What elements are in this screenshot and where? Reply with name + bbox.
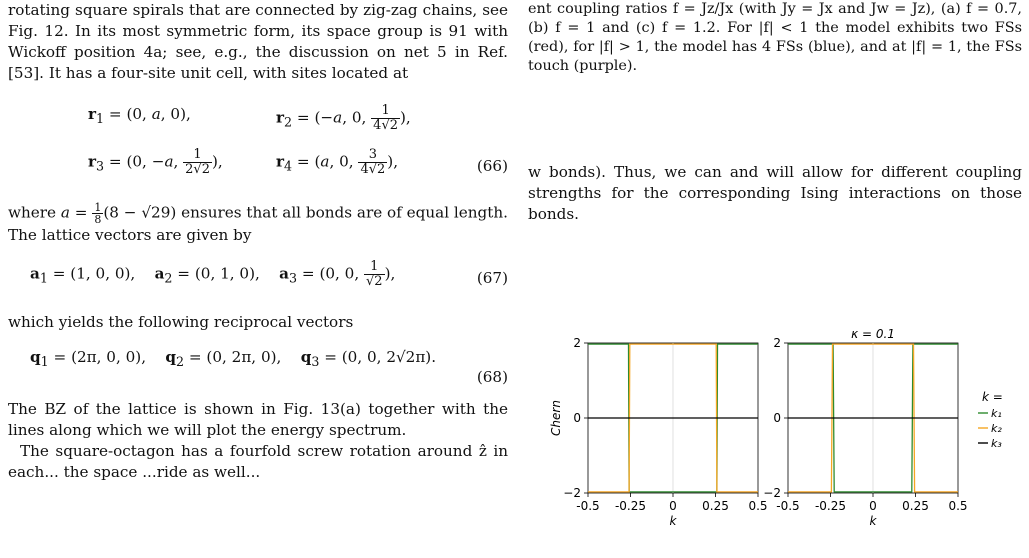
paragraph-bz: The BZ of the lattice is shown in Fig. 13(a) together with the lines along which we will plot the energy spectrum. [8, 400, 508, 439]
legend-entry: k₁ [991, 407, 1002, 420]
y-axis-label: Chern [549, 400, 563, 436]
eq-r3: $r_3 = (0$, −a, $\frac{1}{2√2}$ ), [88, 147, 223, 177]
x-tick-label: -0.5 [576, 499, 600, 513]
y-tick-label: 2 [773, 336, 781, 350]
x-tick-label: 0.5 [948, 499, 968, 513]
y-tick-label: 0 [773, 411, 781, 425]
y-tick-label: 0 [573, 411, 581, 425]
legend-title: k = [982, 390, 1003, 404]
left-column [8, 0, 508, 481]
eq-number-68: (68) [476, 368, 508, 386]
eq-r1: $r_1 = (0$, a, 0), [88, 105, 191, 127]
right-column [528, 0, 1022, 225]
eq-number-67: (67) [476, 269, 508, 287]
paragraph-square-octagon: The square-octagon has a fourfold screw rotation around ẑ in each... the space ...ride as well... [8, 442, 508, 481]
legend-entry: k₂ [991, 422, 1002, 435]
panel-title: κ = 0.1 [851, 327, 895, 341]
y-tick-label: −2 [563, 486, 581, 500]
x-tick-label: 0.5 [748, 499, 768, 513]
chart-panel-2 [763, 327, 967, 528]
x-tick-label: 0.25 [902, 499, 929, 513]
x-tick-label: 0 [669, 499, 677, 513]
x-tick-label: 0 [869, 499, 877, 513]
equation-68: $q_1 = (2\pi$, 0, 0), $q_2 = (0$, 2π, 0), $q_3 = (0$, 0, 2√2π). (68) [30, 348, 508, 386]
eq-r2: $r_2 = (-a$, 0, $\frac{1}{4√2}$ ), [276, 103, 411, 133]
equation-66-row2 [8, 148, 508, 192]
x-tick-label: -0.5 [776, 499, 800, 513]
chern-number-chart [546, 325, 1016, 545]
paragraph-bond-length: where a = $\frac{1}{8}$ (8 − √29) ensures that all bonds are of equal length. The lattice vectors are given by [8, 201, 508, 244]
equation-66-row1 [8, 104, 508, 148]
paragraph-spirals: rotating square spirals that are connected by zig-zag chains, see Fig. 12. In its most symmetric form, its space group is 91 with Wickoff position 4a; see, e.g., the discussion on net 5 in Ref. [53]. It has a four-site unit cell, with sites located at [8, 1, 508, 82]
x-tick-label: 0.25 [702, 499, 729, 513]
eq-r4: $r_4 = (a$, 0, $\frac{3}{4√2}$ ), [276, 147, 399, 177]
legend-entry: k₃ [991, 437, 1002, 450]
chart-legend [978, 390, 1003, 450]
chart-panel-1 [549, 336, 768, 528]
x-tick-label: -0.25 [614, 499, 647, 513]
x-tick-label: -0.25 [814, 499, 847, 513]
eq-number-66: (66) [476, 157, 508, 175]
y-tick-label: −2 [763, 486, 781, 500]
paragraph-w-bonds: w bonds). Thus, we can and will allow for different coupling strengths for the corresponding Ising interactions on those bonds. [528, 163, 1022, 223]
y-tick-label: 2 [573, 336, 581, 350]
x-axis-label: k [869, 514, 877, 528]
x-axis-label: k [669, 514, 677, 528]
equation-67: $a_1 = (1$, 0, 0), $a_2 = (0$, 1, 0), $a_3 = (0$, 0, $\frac{1}{√2}$ ), (67) [30, 259, 508, 289]
paragraph-reciprocal: which yields the following reciprocal vectors [8, 313, 354, 331]
figure-caption: ent coupling ratios f = Jz/Jx (with Jy = Jx and Jw = Jz), (a) f = 0.7, (b) f = 1 and (c) f = 1.2. For |f| < 1 the model exhibits two FSs (red), for |f| > 1, the model has 4 FSs (blue), and at |f| = 1, the FSs touch (purple). [528, 1, 1022, 74]
